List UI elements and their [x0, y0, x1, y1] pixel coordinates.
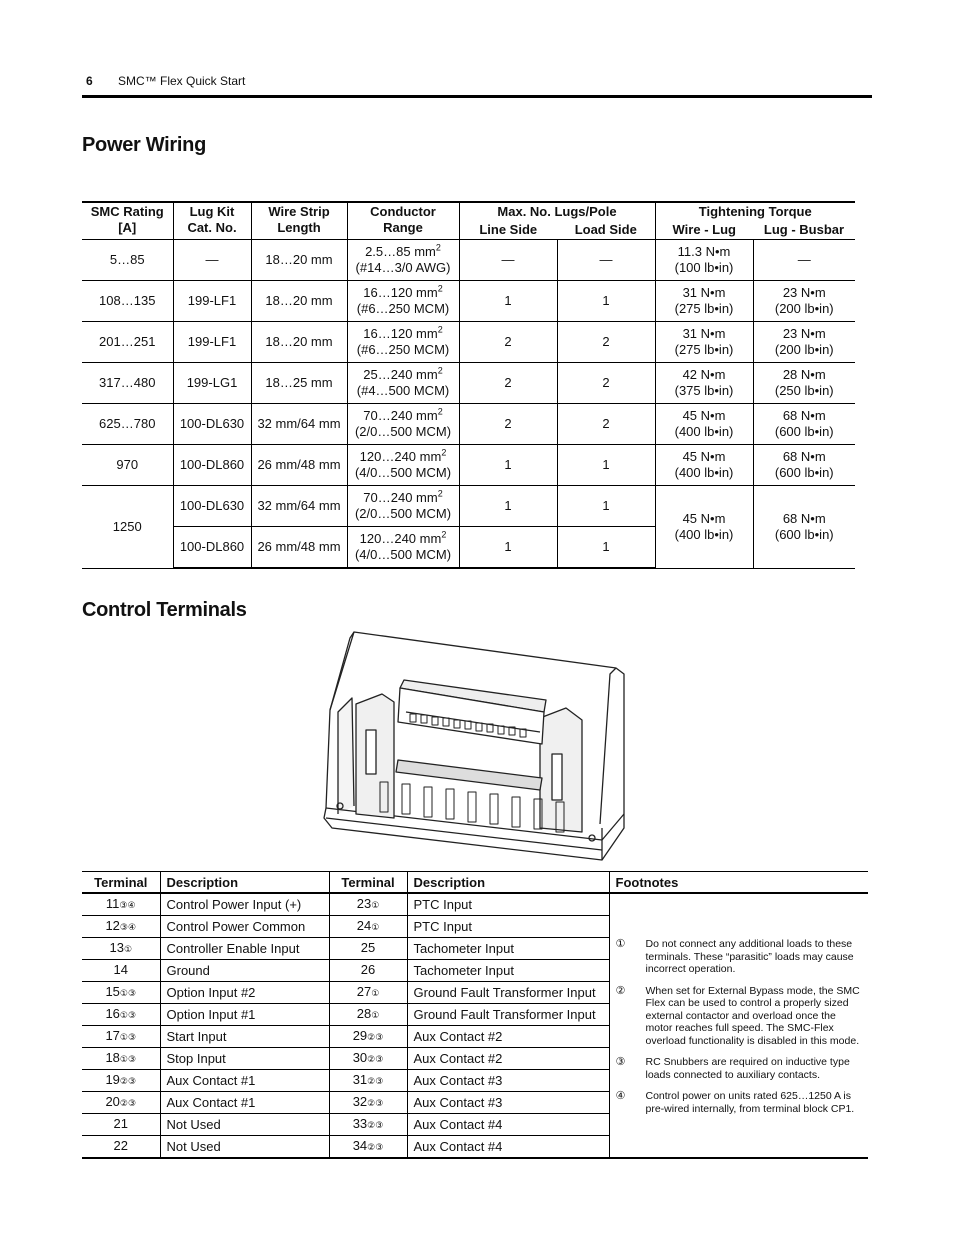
- conductor-range-line1-wrap: [350, 326, 457, 342]
- terminal-id: 33: [352, 1116, 368, 1131]
- wire-strip: 18…20 mm: [251, 281, 347, 322]
- conductor-range-value: 120…240 mm: [359, 449, 442, 464]
- load-side: 2: [557, 322, 655, 363]
- terminal-id: 18: [105, 1050, 120, 1065]
- col-smc-rating-line2: [A]: [118, 220, 137, 235]
- load-side: 2: [557, 363, 655, 404]
- col-lug-busbar: Lug - Busbar: [753, 221, 855, 240]
- footnote-marks: ②③: [119, 1076, 137, 1086]
- conductor-range: [347, 404, 459, 445]
- page-header: [82, 72, 872, 92]
- conductor-range-value: 70…240 mm: [363, 408, 438, 423]
- terminal-description: Ground Fault Transformer Input: [407, 1004, 609, 1026]
- terminal-number: [82, 1026, 160, 1048]
- conductor-range-unit-exponent: 2: [437, 365, 443, 376]
- footnote-text: Control power on units rated 625…1250 A is pre-wired internally, from terminal block CP1.: [645, 1090, 855, 1115]
- terminal-id: 12: [105, 918, 120, 933]
- terminal-number: [82, 1114, 160, 1136]
- control-terminals-heading: Control Terminals: [82, 599, 247, 621]
- torque-lug-busbar-line2: (200 lb•in): [774, 342, 834, 357]
- footnote-mark: ③: [615, 1056, 626, 1068]
- terminal-description: Ground Fault Transformer Input: [407, 982, 609, 1004]
- torque-wire-lug-line1: 45 N•m: [682, 510, 726, 526]
- terminal-description: Option Input #2: [160, 982, 329, 1004]
- power-wiring-heading: Power Wiring: [82, 134, 207, 156]
- col-tightening-torque: Tightening Torque: [655, 202, 855, 221]
- footnote-marks: ②③: [119, 1098, 137, 1108]
- torque-lug-busbar-line1: 68 N•m: [782, 408, 826, 423]
- terminal-number: [329, 938, 407, 960]
- terminal-number: [82, 916, 160, 938]
- line-side: 2: [459, 404, 557, 445]
- line-side: 2: [459, 322, 557, 363]
- conductor-range-line1-wrap: [350, 285, 457, 301]
- torque-wire-lug-line1: 45 N•m: [682, 408, 726, 423]
- torque-wire-lug-line2: (275 lb•in): [674, 301, 734, 316]
- smc-rating: 108…135: [82, 281, 173, 322]
- terminal-id: 28: [356, 1006, 372, 1021]
- terminal-id: 21: [113, 1116, 128, 1131]
- conductor-range-unit-exponent: 2: [437, 283, 443, 294]
- conductor-range-value: 16…120 mm: [363, 326, 438, 341]
- wire-strip: 32 mm/64 mm: [251, 486, 347, 527]
- footnote-item: [616, 1056, 861, 1081]
- terminal-id: 15: [105, 984, 120, 999]
- terminal-id: 17: [105, 1028, 120, 1043]
- conductor-range-value: 25…240 mm: [363, 367, 438, 382]
- footnote-marks: ①③: [119, 1032, 137, 1042]
- conductor-range-line1-wrap: [350, 490, 457, 506]
- terminal-id: 25: [360, 940, 376, 955]
- smc-rating: 970: [82, 445, 173, 486]
- col-wire-strip: [251, 202, 347, 240]
- conductor-range: [347, 527, 459, 569]
- wire-strip: 18…20 mm: [251, 240, 347, 281]
- torque-wire-lug-line2: (400 lb•in): [674, 465, 734, 480]
- conductor-range-line1-wrap: [350, 531, 457, 547]
- terminal-description: Not Used: [160, 1114, 329, 1136]
- conductor-range-value: 120…240 mm: [359, 531, 442, 546]
- col-wire-strip-line2: Length: [277, 220, 321, 235]
- col-description-a: Description: [160, 872, 329, 894]
- torque-lug-busbar: [753, 322, 855, 363]
- conductor-range-line2: (4/0…500 MCM): [354, 547, 452, 562]
- footnote-item: [616, 985, 861, 1048]
- col-smc-rating: [82, 202, 173, 240]
- footnote-marks: ①: [371, 1010, 380, 1020]
- conductor-range-line1-wrap: [350, 367, 457, 383]
- terminal-id: 19: [105, 1072, 120, 1087]
- load-side: 1: [557, 445, 655, 486]
- footnote-marks: ②③: [367, 1120, 384, 1130]
- terminal-id: 11: [105, 896, 120, 911]
- terminal-id: 30: [352, 1050, 368, 1065]
- torque-wire-lug-line1: 11.3 N•m: [677, 244, 731, 259]
- torque-wire-lug-line2: (275 lb•in): [674, 342, 734, 357]
- power-row: [82, 322, 855, 363]
- conductor-range-unit-exponent: 2: [441, 447, 447, 458]
- lug-kit: 100-DL630: [173, 486, 251, 527]
- terminal-number: [82, 982, 160, 1004]
- footnote-marks: ②③: [367, 1076, 384, 1086]
- footnote-mark: ①: [615, 938, 626, 950]
- load-side: 2: [557, 404, 655, 445]
- conductor-range-value: 16…120 mm: [363, 285, 438, 300]
- header-rule: [82, 95, 872, 98]
- terminal-number: [329, 1048, 407, 1070]
- torque-lug-busbar-line2: (600 lb•in): [774, 465, 834, 480]
- terminal-id: 20: [105, 1094, 120, 1109]
- terminal-id: 32: [352, 1094, 368, 1109]
- terminal-description: Aux Contact #1: [160, 1092, 329, 1114]
- terminal-id: 26: [360, 962, 376, 977]
- torque-lug-busbar-line1: 28 N•m: [782, 367, 826, 382]
- conductor-range: [347, 281, 459, 322]
- conductor-range-unit-exponent: 2: [437, 406, 443, 417]
- torque-wire-lug: [655, 322, 753, 363]
- line-side: 1: [459, 527, 557, 569]
- col-smc-rating-line1: SMC Rating: [90, 204, 164, 219]
- terminal-description: Aux Contact #3: [407, 1092, 609, 1114]
- load-side: 1: [557, 486, 655, 527]
- terminal-number: [329, 893, 407, 916]
- torque-wire-lug-line1: 42 N•m: [682, 367, 726, 382]
- control-terminal-block-illustration: [320, 628, 630, 864]
- torque-lug-busbar-line1: 68 N•m: [782, 449, 826, 464]
- wire-strip: 32 mm/64 mm: [251, 404, 347, 445]
- torque-lug-busbar-line2: (600 lb•in): [774, 526, 834, 542]
- conductor-range: [347, 240, 459, 281]
- torque-lug-busbar: [753, 363, 855, 404]
- torque-wire-lug: [655, 363, 753, 404]
- terminal-number: [82, 1092, 160, 1114]
- power-wiring-table: [82, 201, 855, 569]
- document-title: SMC™ Flex Quick Start: [118, 74, 246, 88]
- terminal-id: 27: [356, 984, 372, 999]
- terminal-number: [329, 1026, 407, 1048]
- load-side: 1: [557, 281, 655, 322]
- control-terminals-table: [82, 871, 868, 1159]
- footnote-marks: ①: [371, 988, 380, 998]
- footnote-marks: ①③: [119, 1010, 137, 1020]
- lug-kit: 199-LF1: [173, 322, 251, 363]
- lug-kit: —: [173, 240, 251, 281]
- torque-wire-lug-line2: (400 lb•in): [674, 526, 734, 542]
- line-side: 1: [459, 281, 557, 322]
- terminal-description: Controller Enable Input: [160, 938, 329, 960]
- conductor-range-line1-wrap: [350, 449, 457, 465]
- conductor-range-line2: (#6…250 MCM): [356, 301, 450, 316]
- torque-wire-lug-line2: (100 lb•in): [674, 260, 734, 275]
- power-row: [82, 445, 855, 486]
- terminal-number: [329, 982, 407, 1004]
- lug-kit: 100-DL630: [173, 404, 251, 445]
- terminal-description: Aux Contact #4: [407, 1136, 609, 1159]
- terminal-description: Option Input #1: [160, 1004, 329, 1026]
- torque-wire-lug: [655, 445, 753, 486]
- terminal-id: 34: [352, 1138, 368, 1153]
- terminal-number: [329, 1114, 407, 1136]
- conductor-range-line2: (#14…3/0 AWG): [355, 260, 451, 275]
- conductor-range-value: 2.5…85 mm: [365, 244, 436, 259]
- terminal-description: Tachometer Input: [407, 960, 609, 982]
- footnote-marks: ①③: [119, 1054, 137, 1064]
- terminal-number: [329, 1070, 407, 1092]
- col-line-side: Line Side: [459, 221, 557, 240]
- power-row: [82, 486, 855, 527]
- conductor-range-unit-exponent: 2: [435, 242, 441, 253]
- smc-rating: 317…480: [82, 363, 173, 404]
- line-side: —: [459, 240, 557, 281]
- wire-strip: 18…25 mm: [251, 363, 347, 404]
- terminal-description: Aux Contact #2: [407, 1026, 609, 1048]
- line-side: 1: [459, 445, 557, 486]
- terminal-number: [329, 1136, 407, 1159]
- col-terminal-b: Terminal: [329, 872, 407, 894]
- col-max-lugs: Max. No. Lugs/Pole: [459, 202, 655, 221]
- terminal-description: PTC Input: [407, 893, 609, 916]
- terminal-description: Stop Input: [160, 1048, 329, 1070]
- torque-lug-busbar-line2: (250 lb•in): [774, 383, 834, 398]
- terminal-id: 23: [356, 896, 372, 911]
- terminal-description: Start Input: [160, 1026, 329, 1048]
- lug-kit: 199-LF1: [173, 281, 251, 322]
- terminal-description: Aux Contact #3: [407, 1070, 609, 1092]
- terminal-description: Control Power Common: [160, 916, 329, 938]
- line-side: 2: [459, 363, 557, 404]
- conductor-range-line2: (#6…250 MCM): [356, 342, 450, 357]
- conductor-range-unit-exponent: 2: [437, 488, 443, 499]
- footnote-item: [616, 938, 861, 976]
- power-row: [82, 363, 855, 404]
- terminal-number: [82, 1070, 160, 1092]
- terminal-id: 29: [352, 1028, 368, 1043]
- terminal-number: [82, 893, 160, 916]
- footnote-mark: ④: [615, 1090, 626, 1102]
- smc-rating: 201…251: [82, 322, 173, 363]
- conductor-range: [347, 445, 459, 486]
- smc-rating: 1250: [82, 486, 173, 569]
- torque-wire-lug-line2: (400 lb•in): [674, 424, 734, 439]
- terminal-number: [82, 1004, 160, 1026]
- terminal-description: Aux Contact #4: [407, 1114, 609, 1136]
- terminal-id: 22: [113, 1138, 128, 1153]
- lug-kit: 100-DL860: [173, 527, 251, 569]
- conductor-range-line1-wrap: [350, 244, 457, 260]
- footnote-marks: ③④: [119, 922, 137, 932]
- footnote-marks: ①: [371, 900, 380, 910]
- footnote-text: RC Snubbers are required on inductive type loads connected to auxiliary contacts.: [645, 1056, 850, 1081]
- col-conductor-line2: Range: [383, 220, 423, 235]
- torque-wire-lug-line1: 45 N•m: [682, 449, 726, 464]
- terminal-description: Aux Contact #1: [160, 1070, 329, 1092]
- terminal-id: 24: [356, 918, 372, 933]
- terminal-number: [329, 960, 407, 982]
- torque-wire-lug: [655, 240, 753, 281]
- lug-kit: 199-LG1: [173, 363, 251, 404]
- terminal-id: 14: [113, 962, 128, 977]
- torque-wire-lug-line1: 31 N•m: [682, 326, 726, 341]
- footnote-text: When set for External Bypass mode, the SMC Flex can be used to control a properly sized external contactor and overload once the motor reaches full speed. The SMC-Flex overload functionality is disabled in this mode.: [645, 984, 860, 1047]
- smc-rating: 5…85: [82, 240, 173, 281]
- load-side: —: [557, 240, 655, 281]
- footnote-marks: ①③: [119, 988, 137, 998]
- terminal-number: [82, 1048, 160, 1070]
- torque-wire-lug: [655, 404, 753, 445]
- terminal-row: [82, 893, 868, 916]
- torque-lug-busbar-line1: 68 N•m: [782, 510, 826, 526]
- terminal-id: 13: [109, 940, 124, 955]
- col-conductor: [347, 202, 459, 240]
- terminal-description: Control Power Input (+): [160, 893, 329, 916]
- footnote-marks: ②③: [367, 1142, 384, 1152]
- footnote-item: [616, 1090, 861, 1115]
- conductor-range-value: 70…240 mm: [363, 490, 438, 505]
- terminal-description: Ground: [160, 960, 329, 982]
- col-load-side: Load Side: [557, 221, 655, 240]
- footnote-marks: ②③: [367, 1098, 384, 1108]
- col-wire-strip-line1: Wire Strip: [268, 204, 330, 219]
- terminal-number: [82, 960, 160, 982]
- torque-lug-busbar: [753, 404, 855, 445]
- terminal-number: [82, 1136, 160, 1159]
- col-lug-kit: [173, 202, 251, 240]
- wire-strip: 18…20 mm: [251, 322, 347, 363]
- col-lug-kit-line2: Cat. No.: [187, 220, 237, 235]
- footnote-marks: ①: [123, 944, 133, 954]
- terminal-id: 31: [352, 1072, 368, 1087]
- conductor-range-line2: (2/0…500 MCM): [354, 506, 452, 521]
- terminal-description: Tachometer Input: [407, 938, 609, 960]
- torque-wire-lug-line1: 31 N•m: [682, 285, 726, 300]
- col-conductor-line1: Conductor: [370, 204, 436, 219]
- wire-strip: 26 mm/48 mm: [251, 445, 347, 486]
- col-description-b: Description: [407, 872, 609, 894]
- terminal-number: [329, 1092, 407, 1114]
- col-lug-kit-line1: Lug Kit: [189, 204, 235, 219]
- load-side: 1: [557, 527, 655, 569]
- torque-wire-lug: [655, 281, 753, 322]
- col-terminal-a: Terminal: [82, 872, 160, 894]
- terminal-number: [329, 1004, 407, 1026]
- conductor-range-line2: (4/0…500 MCM): [354, 465, 452, 480]
- lug-kit: 100-DL860: [173, 445, 251, 486]
- conductor-range: [347, 486, 459, 527]
- col-footnotes: Footnotes: [609, 872, 868, 894]
- torque-lug-busbar-line2: (600 lb•in): [774, 424, 834, 439]
- conductor-range: [347, 363, 459, 404]
- wire-strip: 26 mm/48 mm: [251, 527, 347, 569]
- torque-wire-lug-line2: (375 lb•in): [674, 383, 734, 398]
- conductor-range-line2: (#4…500 MCM): [356, 383, 450, 398]
- terminal-description: Not Used: [160, 1136, 329, 1159]
- terminal-id: 16: [105, 1006, 120, 1021]
- torque-lug-busbar-line2: (200 lb•in): [774, 301, 834, 316]
- footnote-marks: ②③: [367, 1032, 384, 1042]
- torque-lug-busbar: [753, 486, 855, 569]
- terminal-description: Aux Contact #2: [407, 1048, 609, 1070]
- conductor-range-unit-exponent: 2: [437, 324, 443, 335]
- footnote-text: Do not connect any additional loads to these terminals. These “parasitic” loads may cause incorrect operation.: [645, 938, 854, 975]
- line-side: 1: [459, 486, 557, 527]
- terminal-description: PTC Input: [407, 916, 609, 938]
- footnote-mark: ②: [615, 984, 626, 997]
- terminal-number: [329, 916, 407, 938]
- conductor-range-line2: (2/0…500 MCM): [354, 424, 452, 439]
- torque-lug-busbar-line1: 23 N•m: [782, 326, 826, 341]
- col-wire-lug: Wire - Lug: [655, 221, 753, 240]
- conductor-range-unit-exponent: 2: [441, 529, 447, 540]
- footnote-marks: ③④: [119, 900, 136, 910]
- power-row: [82, 281, 855, 322]
- torque-wire-lug: [655, 486, 753, 569]
- power-row: [82, 404, 855, 445]
- footnote-marks: ②③: [367, 1054, 384, 1064]
- footnotes-cell: [609, 893, 868, 1158]
- torque-lug-busbar-line1: 23 N•m: [782, 285, 826, 300]
- torque-lug-busbar: [753, 281, 855, 322]
- conductor-range: [347, 322, 459, 363]
- torque-lug-busbar: —: [753, 240, 855, 281]
- torque-lug-busbar: [753, 445, 855, 486]
- conductor-range-line1-wrap: [350, 408, 457, 424]
- power-row: [82, 240, 855, 281]
- smc-rating: 625…780: [82, 404, 173, 445]
- footnote-marks: ①: [371, 922, 380, 932]
- terminal-number: [82, 938, 160, 960]
- page-number: 6: [86, 74, 93, 88]
